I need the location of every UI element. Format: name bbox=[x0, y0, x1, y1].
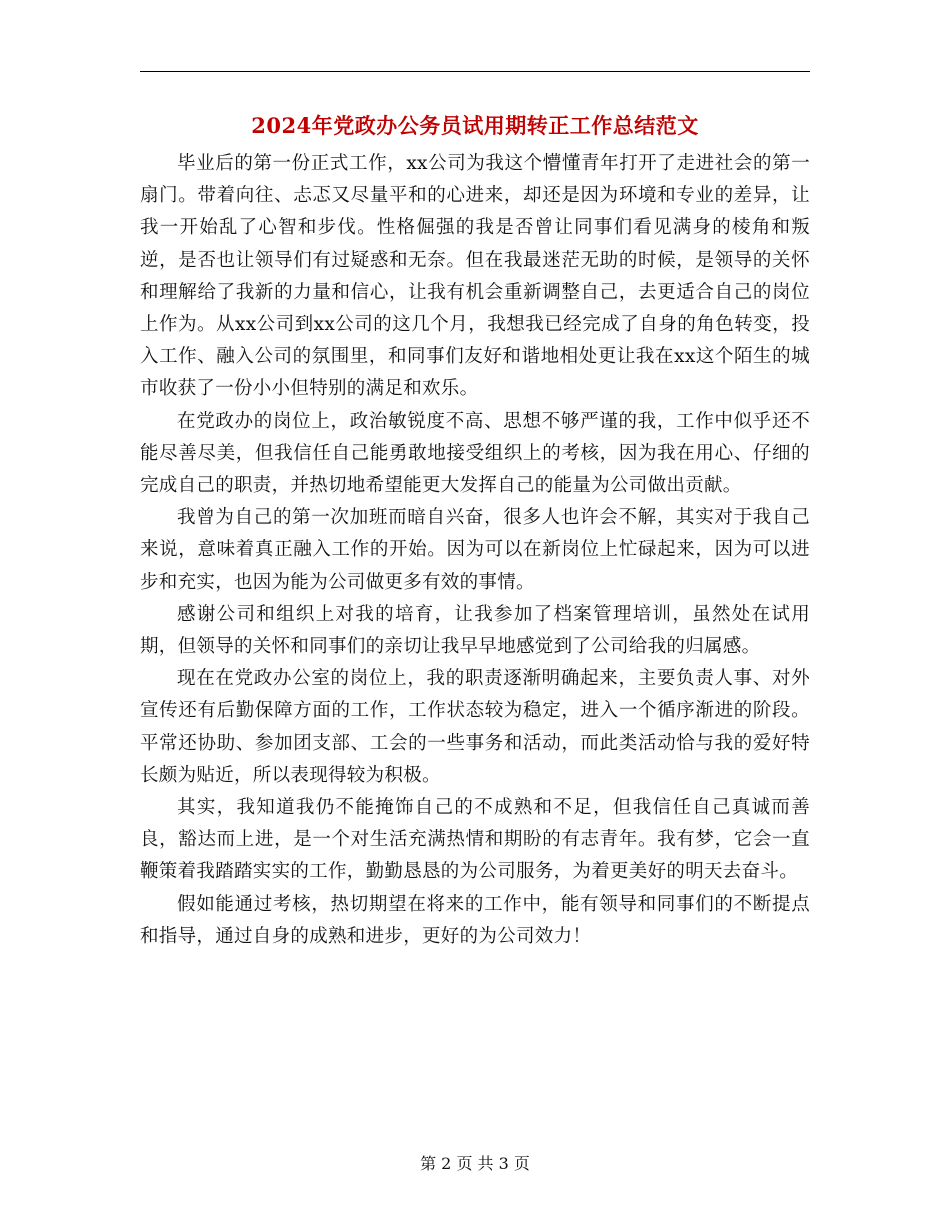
document-body bbox=[140, 148, 810, 953]
paragraph-1: 毕业后的第一份正式工作，xx公司为我这个懵懂青年打开了走进社会的第一扇门。带着向往、忐忑又尽量平和的心进来，却还是因为环境和专业的差异，让我一开始乱了心智和步伐。性格倔强的我是否曾让同事们看见满身的棱角和叛逆，是否也让领导们有过疑惑和无奈。但在我最迷茫无助的时候，是领导的关怀和理解给了我新的力量和信心，让我有机会重新调整自己，去更适合自己的岗位上作为。从xx公司到xx公司的这几个月，我想我已经完成了自身的角色转变，投入工作、融入公司的氛围里，和同事们友好和谐地相处更让我在xx这个陌生的城市收获了一份小小但特别的满足和欢乐。 bbox=[140, 153, 810, 400]
paragraph-5: 现在在党政办公室的岗位上，我的职责逐渐明确起来，主要负责人事、对外宣传还有后勤保障方面的工作，工作状态较为稳定，进入一个循序渐进的阶段。平常还协助、参加团支部、工会的一些事务和活动，而此类活动恰与我的爱好特长颇为贴近，所以表现得较为积极。 bbox=[140, 668, 810, 786]
paragraph-7: 假如能通过考核，热切期望在将来的工作中，能有领导和同事们的不断提点和指导，通过自身的成熟和进步，更好的为公司效力！ bbox=[140, 893, 810, 947]
page-number-footer: 第 2 页 共 3 页 bbox=[420, 1154, 530, 1173]
paragraph-2: 在党政办的岗位上，政治敏锐度不高、思想不够严谨的我，工作中似乎还不能尽善尽美，但我信任自己能勇敢地接受组织上的考核，因为我在用心、仔细的完成自己的职责，并热切地希望能更大发挥自己的能量为公司做出贡献。 bbox=[140, 410, 810, 497]
paragraph-3: 我曾为自己的第一次加班而暗自兴奋，很多人也许会不解，其实对于我自己来说，意味着真正融入工作的开始。因为可以在新岗位上忙碌起来，因为可以进步和充实，也因为能为公司做更多有效的事情。 bbox=[140, 507, 810, 593]
paragraph-6: 其实，我知道我仍不能掩饰自己的不成熟和不足，但我信任自己真诚而善良，豁达而上进，是一个对生活充满热情和期盼的有志青年。我有梦，它会一直鞭策着我踏踏实实的工作，勤勤恳恳的为公司服务，为着更美好的明天去奋斗。 bbox=[140, 797, 810, 883]
document-title: 2024年党政办公务员试用期转正工作总结范文 bbox=[251, 113, 699, 138]
header-rule bbox=[140, 71, 810, 72]
paragraph-4: 感谢公司和组织上对我的培育，让我参加了档案管理培训，虽然处在试用期，但领导的关怀和同事们的亲切让我早早地感觉到了公司给我的归属感。 bbox=[140, 603, 810, 658]
